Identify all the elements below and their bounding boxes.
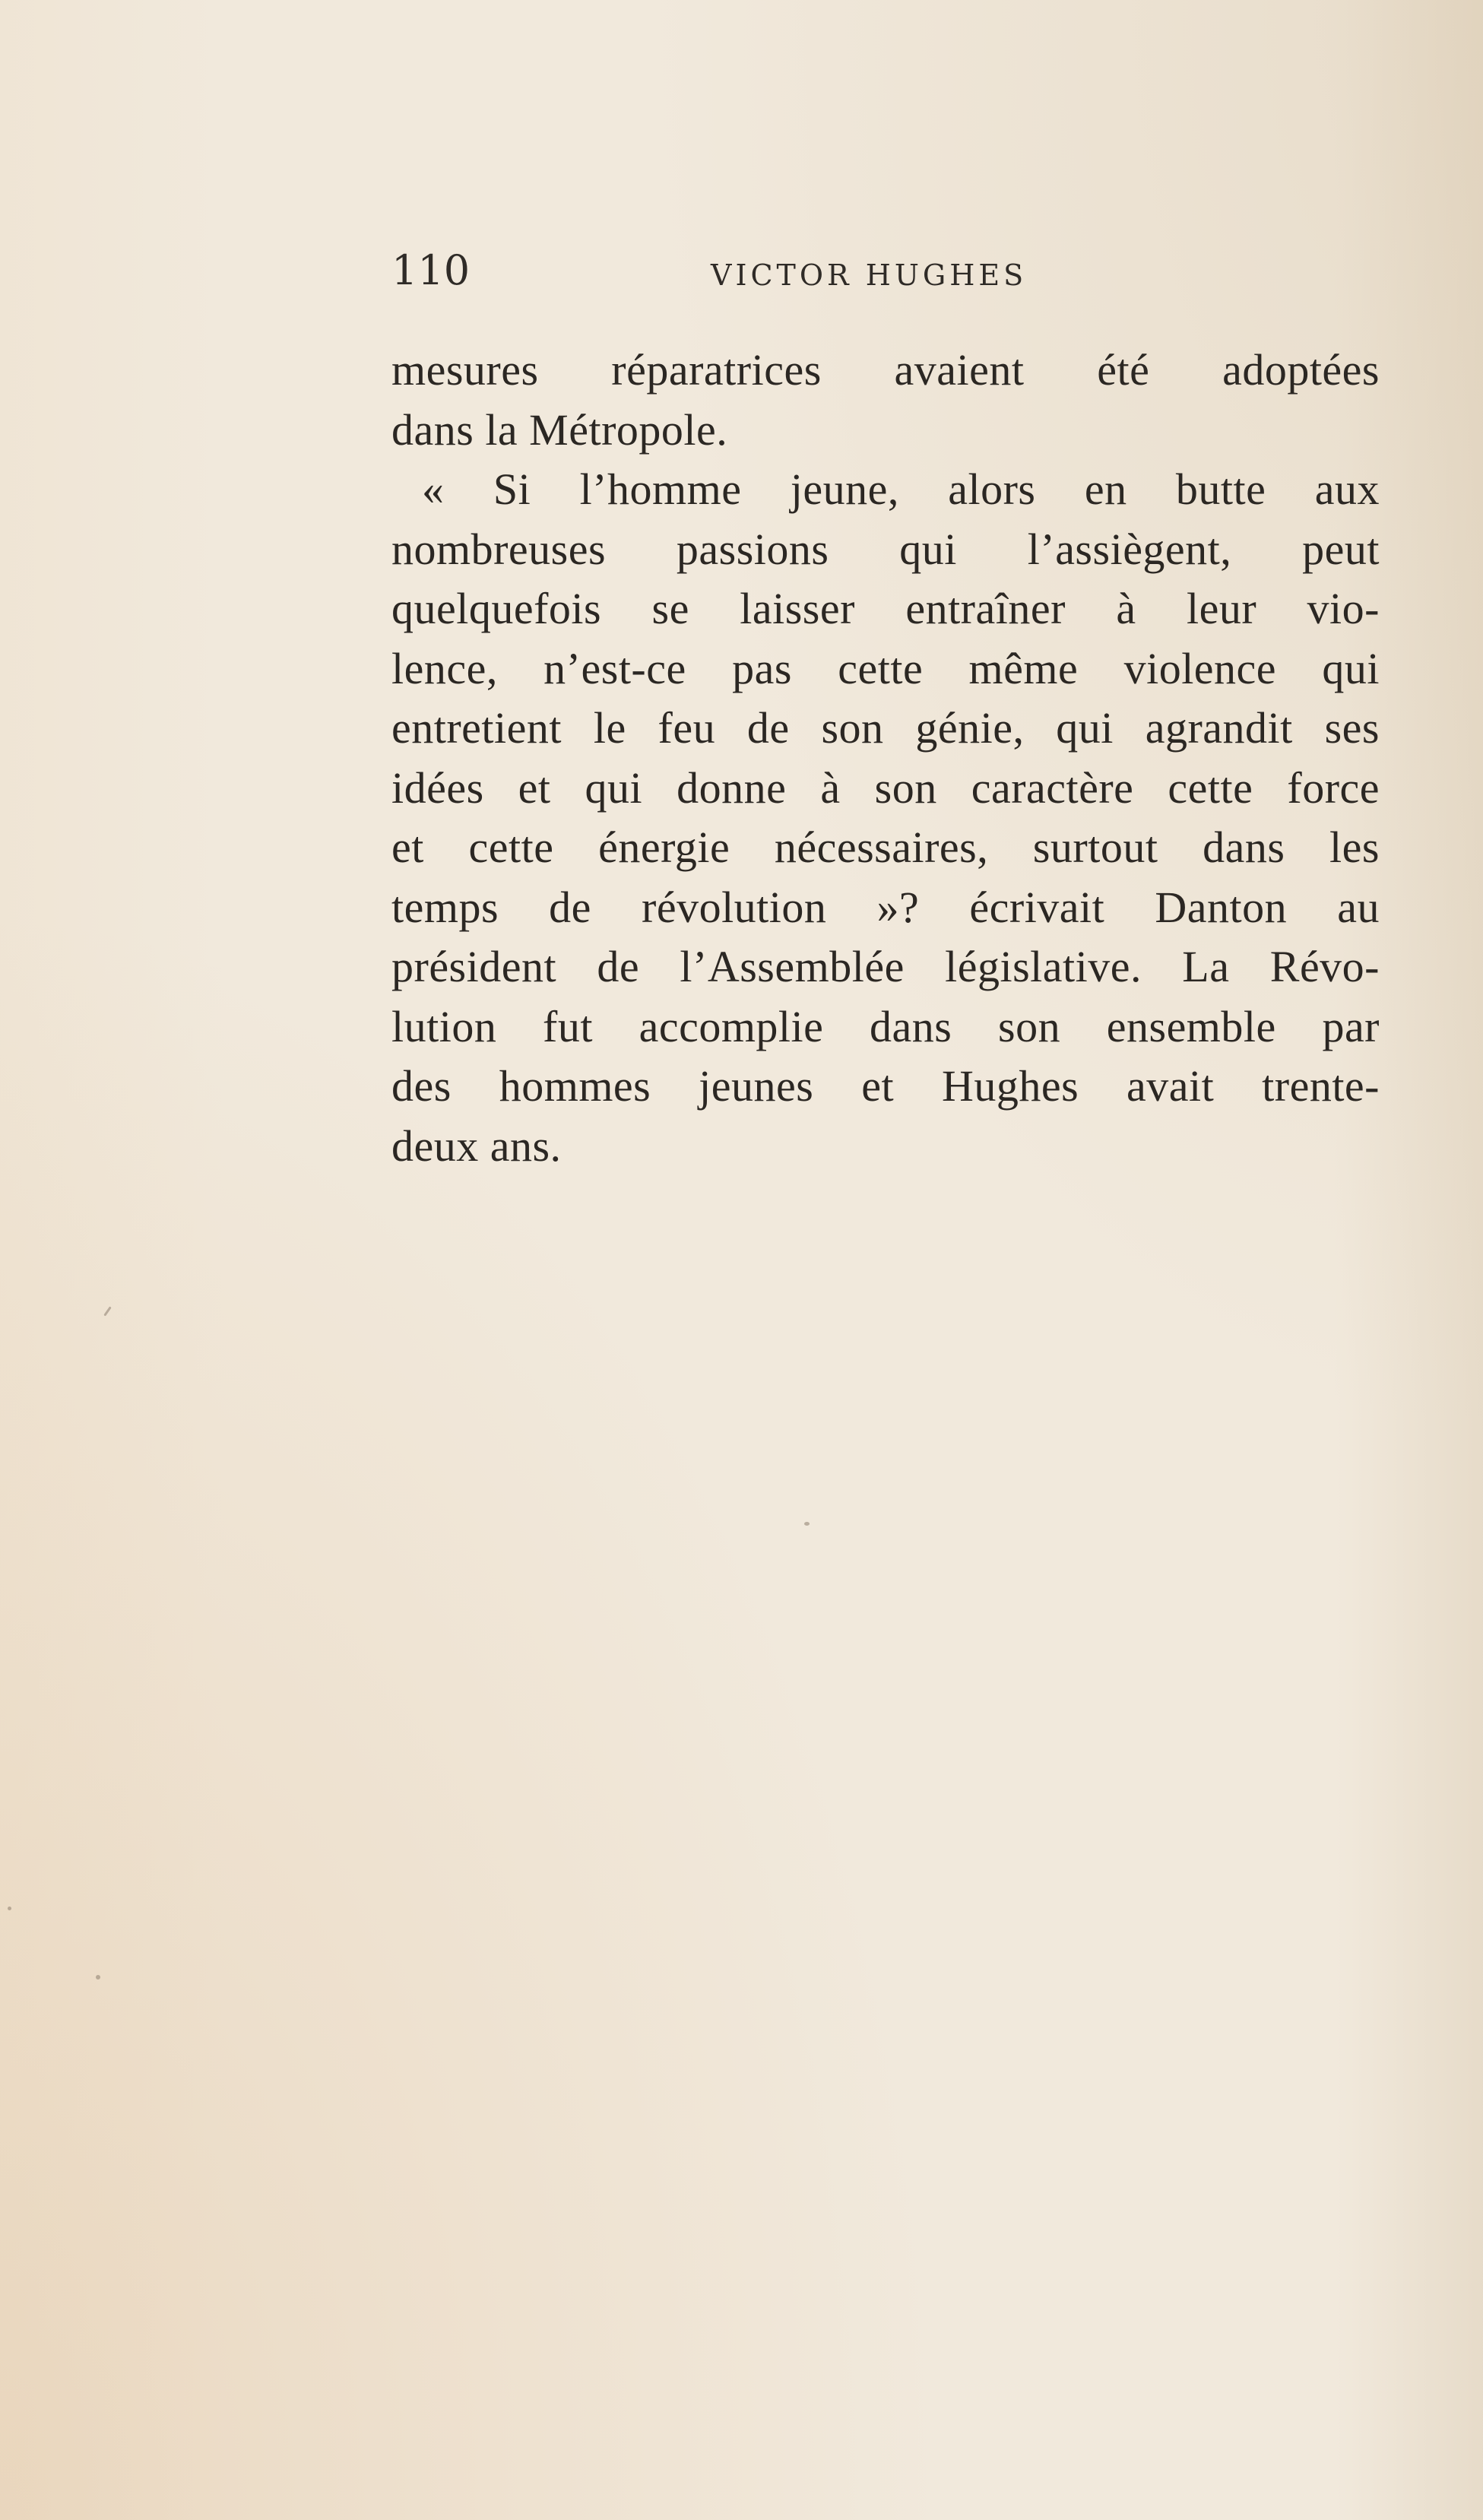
paper-speck <box>8 1907 11 1910</box>
running-title: VICTOR HUGHES <box>711 258 1028 292</box>
text-line: temps de révolution »? écrivait Danton au <box>391 882 1380 932</box>
paper-speck <box>96 1975 100 1980</box>
paper-speck <box>103 1306 111 1316</box>
text-line: des hommes jeunes et Hughes avait trente- <box>391 1061 1380 1111</box>
text-line: nombreuses passions qui l’assiègent, peut <box>391 524 1380 574</box>
body-text <box>391 341 1380 1176</box>
text-line: lution fut accomplie dans son ensemble par <box>391 1001 1380 1051</box>
text-line: quelquefois se laisser entraîner à leur vio- <box>391 584 1380 633</box>
text-line: deux ans. <box>391 1121 562 1171</box>
text-line: idées et qui donne à son caractère cette force <box>391 762 1380 813</box>
text-line: « Si l’homme jeune, alors en butte aux <box>422 464 1380 514</box>
text-line: lence, n’est-ce pas cette même violence qui <box>391 643 1380 693</box>
text-line: mesures réparatrices avaient été adoptées <box>391 345 1380 395</box>
text-line: dans la Métropole. <box>391 404 728 455</box>
text-line: et cette énergie nécessaires, surtout dans les <box>391 823 1380 872</box>
paper-speck <box>804 1522 810 1526</box>
text-line: président de l’Assemblée législative. La Révo- <box>391 942 1380 991</box>
page-number: 110 <box>391 246 471 294</box>
text-line: entretient le feu de son génie, qui agrandit ses <box>391 703 1380 753</box>
running-head <box>391 240 1372 301</box>
